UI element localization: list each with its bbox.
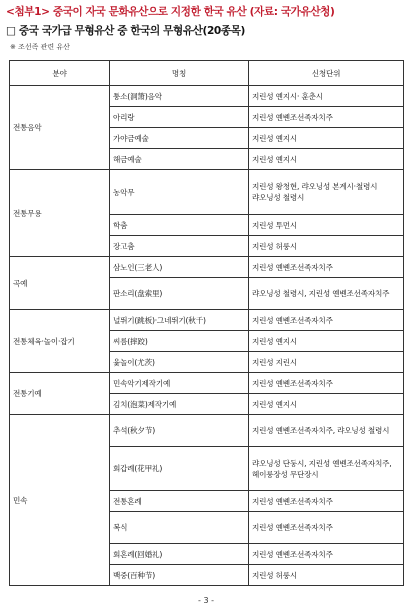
applicant-region-cell: 지린성 옌지시	[249, 128, 404, 149]
applicant-region-cell: 지린성 옌볜조선족자치주	[249, 310, 404, 331]
category-cell: 민속	[10, 415, 110, 586]
heritage-name-cell: 널뛰기(跳板)·그네뛰기(秋千)	[110, 310, 249, 331]
heritage-table	[9, 60, 404, 586]
heritage-name-cell: 회혼례(回婚礼)	[110, 544, 249, 565]
applicant-region-cell: 지린성 투먼시	[249, 215, 404, 236]
heritage-name-cell: 학춤	[110, 215, 249, 236]
table-row	[10, 310, 404, 331]
applicant-region-cell: 지린성 옌볜조선족자치주, 랴오닝성 철령시	[249, 415, 404, 447]
heritage-name-cell: 추석(秋夕节)	[110, 415, 249, 447]
heritage-name-cell: 해금예술	[110, 149, 249, 170]
heritage-name-cell: 회갑례(花甲礼)	[110, 447, 249, 491]
applicant-region-cell: 지린성 옌지시	[249, 149, 404, 170]
heritage-name-cell: 백중(百种节)	[110, 565, 249, 586]
applicant-region-cell: 지린성 지린시	[249, 352, 404, 373]
table-header-row	[10, 61, 404, 86]
heritage-name-cell: 판소리(盘索里)	[110, 278, 249, 310]
applicant-region-cell: 지린성 옌볜조선족자치주	[249, 544, 404, 565]
table-row	[10, 257, 404, 278]
heritage-name-cell: 농악무	[110, 170, 249, 215]
header-name: 명칭	[110, 61, 249, 86]
heritage-name-cell: 장고춤	[110, 236, 249, 257]
table-row	[10, 170, 404, 215]
heritage-name-cell: 윷놀이(尤茨)	[110, 352, 249, 373]
applicant-region-cell: 지린성 왕청현, 랴오닝성 본계시·철령시 랴오닝성 철령시	[249, 170, 404, 215]
table-row	[10, 373, 404, 394]
heritage-name-cell: 복식	[110, 512, 249, 544]
heritage-name-cell: 삼노인(三老人)	[110, 257, 249, 278]
heritage-name-cell: 아리랑	[110, 107, 249, 128]
applicant-region-cell: 지린성 옌지시	[249, 394, 404, 415]
heritage-name-cell: 가야금예술	[110, 128, 249, 149]
applicant-region-cell: 지린성 옌볜조선족자치주	[249, 491, 404, 512]
table-row	[10, 415, 404, 447]
applicant-region-cell: 지린성 허룽시	[249, 236, 404, 257]
heritage-name-cell: 김치(泡菜)제작기예	[110, 394, 249, 415]
applicant-region-cell: 지린성 옌볜조선족자치주	[249, 512, 404, 544]
category-cell: 전통기예	[10, 373, 110, 415]
header-category: 분야	[10, 61, 110, 86]
note-text: ※ 조선족 관련 유산	[10, 43, 70, 51]
category-cell: 전통체육·놀이·잡기	[10, 310, 110, 373]
heritage-name-cell: 씨름(摔跤)	[110, 331, 249, 352]
applicant-region-cell: 랴오닝성 철령시, 지린성 옌볜조선족자치주	[249, 278, 404, 310]
category-cell: 곡예	[10, 257, 110, 310]
applicant-region-cell: 지린성 옌볜조선족자치주	[249, 107, 404, 128]
applicant-region-cell: 지린성 옌지시	[249, 331, 404, 352]
heritage-name-cell: 전통혼례	[110, 491, 249, 512]
header-region: 신청단위	[249, 61, 404, 86]
category-cell: 전통음악	[10, 86, 110, 170]
page-number: - 3 -	[198, 596, 214, 605]
document-title: <첨부1> 중국이 자국 문화유산으로 지정한 한국 유산 (자료: 국가유산청)	[6, 6, 335, 18]
table-row	[10, 86, 404, 107]
category-cell: 전통무용	[10, 170, 110, 257]
heritage-name-cell: 퉁소(洞箫)음악	[110, 86, 249, 107]
applicant-region-cell: 지린성 허룽시	[249, 565, 404, 586]
applicant-region-cell: 지린성 옌볜조선족자치주	[249, 257, 404, 278]
applicant-region-cell: 지린성 옌지시· 훈춘시	[249, 86, 404, 107]
section-heading: □ 중국 국가급 무형유산 중 한국의 무형유산(20종목)	[6, 25, 245, 37]
heritage-name-cell: 민속악기제작기예	[110, 373, 249, 394]
applicant-region-cell: 지린성 옌볜조선족자치주	[249, 373, 404, 394]
applicant-region-cell: 랴오닝성 단둥시, 지린성 옌볜조선족자치주, 헤이룽장성 무단장시	[249, 447, 404, 491]
